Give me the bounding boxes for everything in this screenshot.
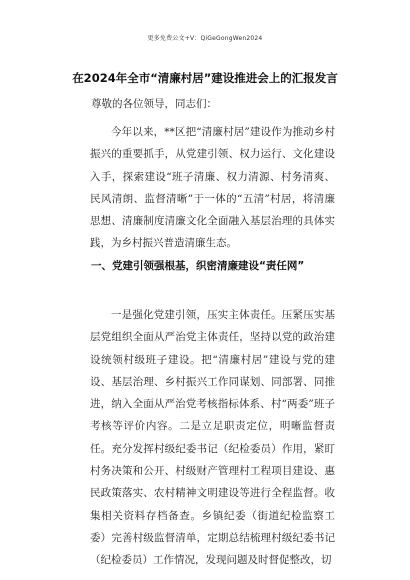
paragraph-section-1: 一是强化党建引领，压实主体责任。压紧压实基层党组织全面从严治党主体责任，坚持以党的政治建设统领村级班子建设。把“清廉村居”建设与党的建设、基层治理、乡村振兴工作同谋划、同部署、同推进，纳入全面从严治党考核指标体系、村“两委”班子考核等评价内容。二是立足职责定位，明晰监督责任。充分发挥村级纪委书记（纪检委员）作用，紧盯村务决策和公开、村级财产管理村工程项目建设、惠民政策落实、农村精神文明建设等进行全程监督。收集相关资料存档备查。乡镇纪委（街道纪检监察工委）完善村级监督清单，定期总结梳理村级纪委书记（纪检委员）工作情况，发现问题及时督促整改，切	[90, 309, 335, 567]
salutation: 尊敬的各位领导，同志们：	[91, 98, 217, 110]
paragraph-intro: 今年以来，**区把“清廉村居”建设作为推动乡村振兴的重要抓手，从党建引领、权力运行、文化建设入手，探索建设“班子清廉、权力清源、村务清爽、民风清朗、监督清晰”于一体的“五清”村居，将清廉思想、清廉制度清廉文化全面融入基层治理的具体实践，为乡村振兴普造清廉生态。	[90, 126, 335, 250]
section-heading-1: 一、党建引领强根基，织密清廉建设“责任网”	[91, 260, 305, 272]
header-note: 更多免费公文+V：QiGeGongWen2024	[147, 35, 263, 42]
document-title: 在2024年全市“清廉村居”建设推进会上的汇报发言	[72, 71, 338, 85]
